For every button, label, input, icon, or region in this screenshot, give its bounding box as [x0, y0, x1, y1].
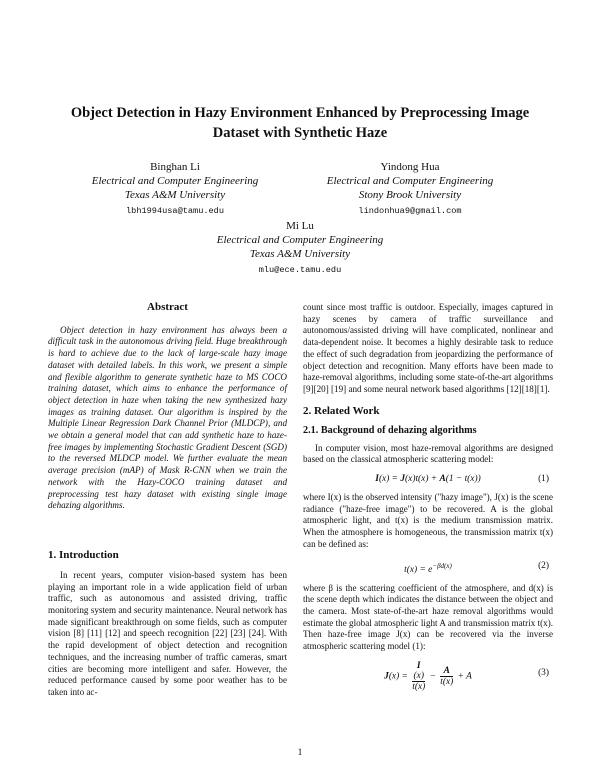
- author-block-1: [80, 160, 270, 218]
- author-affiliation: Electrical and Computer Engineering: [216, 234, 384, 246]
- author-institution: Stony Brook University: [358, 189, 462, 201]
- author-affiliation: Electrical and Computer Engineering: [91, 175, 259, 187]
- author-name: Yindong Hua: [380, 161, 440, 173]
- paper-title: [40, 103, 560, 143]
- author-institution: Texas A&M University: [249, 248, 351, 260]
- equation-3-number: (3): [538, 667, 549, 678]
- equation-2-number: (2): [538, 560, 549, 571]
- paragraph-scattering-coefficient: where β is the scattering coefficient of the atmosphere, and d(x) is the scene depth which indicates the distance between the object and the camera. Most state-of-the-art haze removal algorithms would estimate the global atmospheric light A and transmission matrix t(x). Then haze-free image J(x) can be recovered via the inverse atmospheric scattering model (1):: [303, 582, 553, 652]
- author-name: Binghan Li: [150, 161, 200, 173]
- author-block-3: [180, 219, 420, 277]
- left-column: [48, 302, 287, 699]
- introduction-text: In recent years, computer vision-based system has been playing an important role in a wide application field of urban traffic, such as autonomous and assisted driving, traffic monitoring system and security maintenance. Neural network has made significant breakthrough on some fields, such as computer vision [8] [11] [12] and speech recognition [22] [23] [24]. With the rapid development of object detection and recognition techniques, and the increasing number of traffic cameras, smart cities are becoming more intelligent and safer. However, the reduced performance caused by some poor weather has to be taken into ac-: [48, 569, 287, 697]
- title-line-2: Dataset with Synthetic Haze: [212, 125, 388, 141]
- author-affiliation: Electrical and Computer Engineering: [326, 175, 494, 187]
- introduction-heading: 1. Introduction: [48, 548, 119, 561]
- author-name: Mi Lu: [286, 220, 314, 232]
- author-email: lindonhua9@gmail.com: [358, 206, 462, 216]
- dehazing-background-heading: 2.1. Background of dehazing algorithms: [303, 424, 477, 436]
- introduction-continued-text: count since most traffic is outdoor. Especially, images captured in hazy scenes by camera of traffic surveillance and autonomous/assisted driving will have complicated, nonlinear and data-dependent noise. It becomes a highly desirable task to reduce the effect of such degradation from jeopardizing the performance of object detection and recognition. Many efforts have been made to haze-removal algorithms, including some state-of-the-art algorithms [9][20] [19] and some neural network based algorithms [12][18][1].: [303, 302, 553, 394]
- title-line-1: Object Detection in Hazy Environment Enhanced by Preprocessing Image: [70, 105, 530, 121]
- right-column: [303, 302, 553, 692]
- abstract-text: Object detection in hazy environment has always been a difficult task in the autonomous driving field. Huge breakthrough is hard to achieve due to the lack of large-scale hazy image dataset with detailed labels. In this work, we present a simple and flexible algorithm to generate synthetic haze to MS COCO training dataset, which aims to enhance the performance of object detection in haze when taking the new synthesized hazy images as training dataset. Our algorithm is inspired by the Multiple Linear Regression Dark Channel Prior (MLDCP), and we obtain a general model that can add synthetic haze to haze-free images by implementing Stochastic Gradient Descent (SGD) to the reversed MLDCP model. We further evaluate the mean average precision (mAP) of Mask R-CNN when we train the network with the Hazy-COCO training dataset and preprocessing test hazy dataset with existing single image dehazing algorithms.: [48, 324, 287, 511]
- abstract-heading: Abstract: [147, 301, 188, 313]
- equation-1-number: (1): [538, 474, 549, 485]
- equation-1: I(x) = J(x)t(x) + A(1 − t(x)) (1): [303, 470, 553, 488]
- author-institution: Texas A&M University: [124, 189, 226, 201]
- author-block-2: [300, 160, 520, 218]
- author-email: lbh1994usa@tamu.edu: [126, 206, 224, 216]
- equation-3: J(x) = I (x) t(x) − $\frac{A}{t(x)}$ + A (3): [384, 660, 549, 692]
- paragraph-transmission: where I(x) is the observed intensity ("hazy image"), J(x) is the scene radiance ("haze-free image") to be recovered. A is the global atmospheric light, and t(x) is the medium transmission matrix. When the atmosphere is homogeneous, the transmission matrix t(x) can be defined as:: [303, 492, 553, 549]
- paragraph-scattering-model: In computer vision, most haze-removal algorithms are designed based on the classical atmospheric scattering model:: [303, 442, 553, 465]
- related-work-heading: 2. Related Work: [303, 404, 380, 417]
- equation-2: $t(x) = e^{-\beta d(x)}$ (2): [303, 557, 553, 575]
- page-number: 1: [297, 748, 303, 758]
- author-email: mlu@ece.tamu.edu: [258, 265, 342, 275]
